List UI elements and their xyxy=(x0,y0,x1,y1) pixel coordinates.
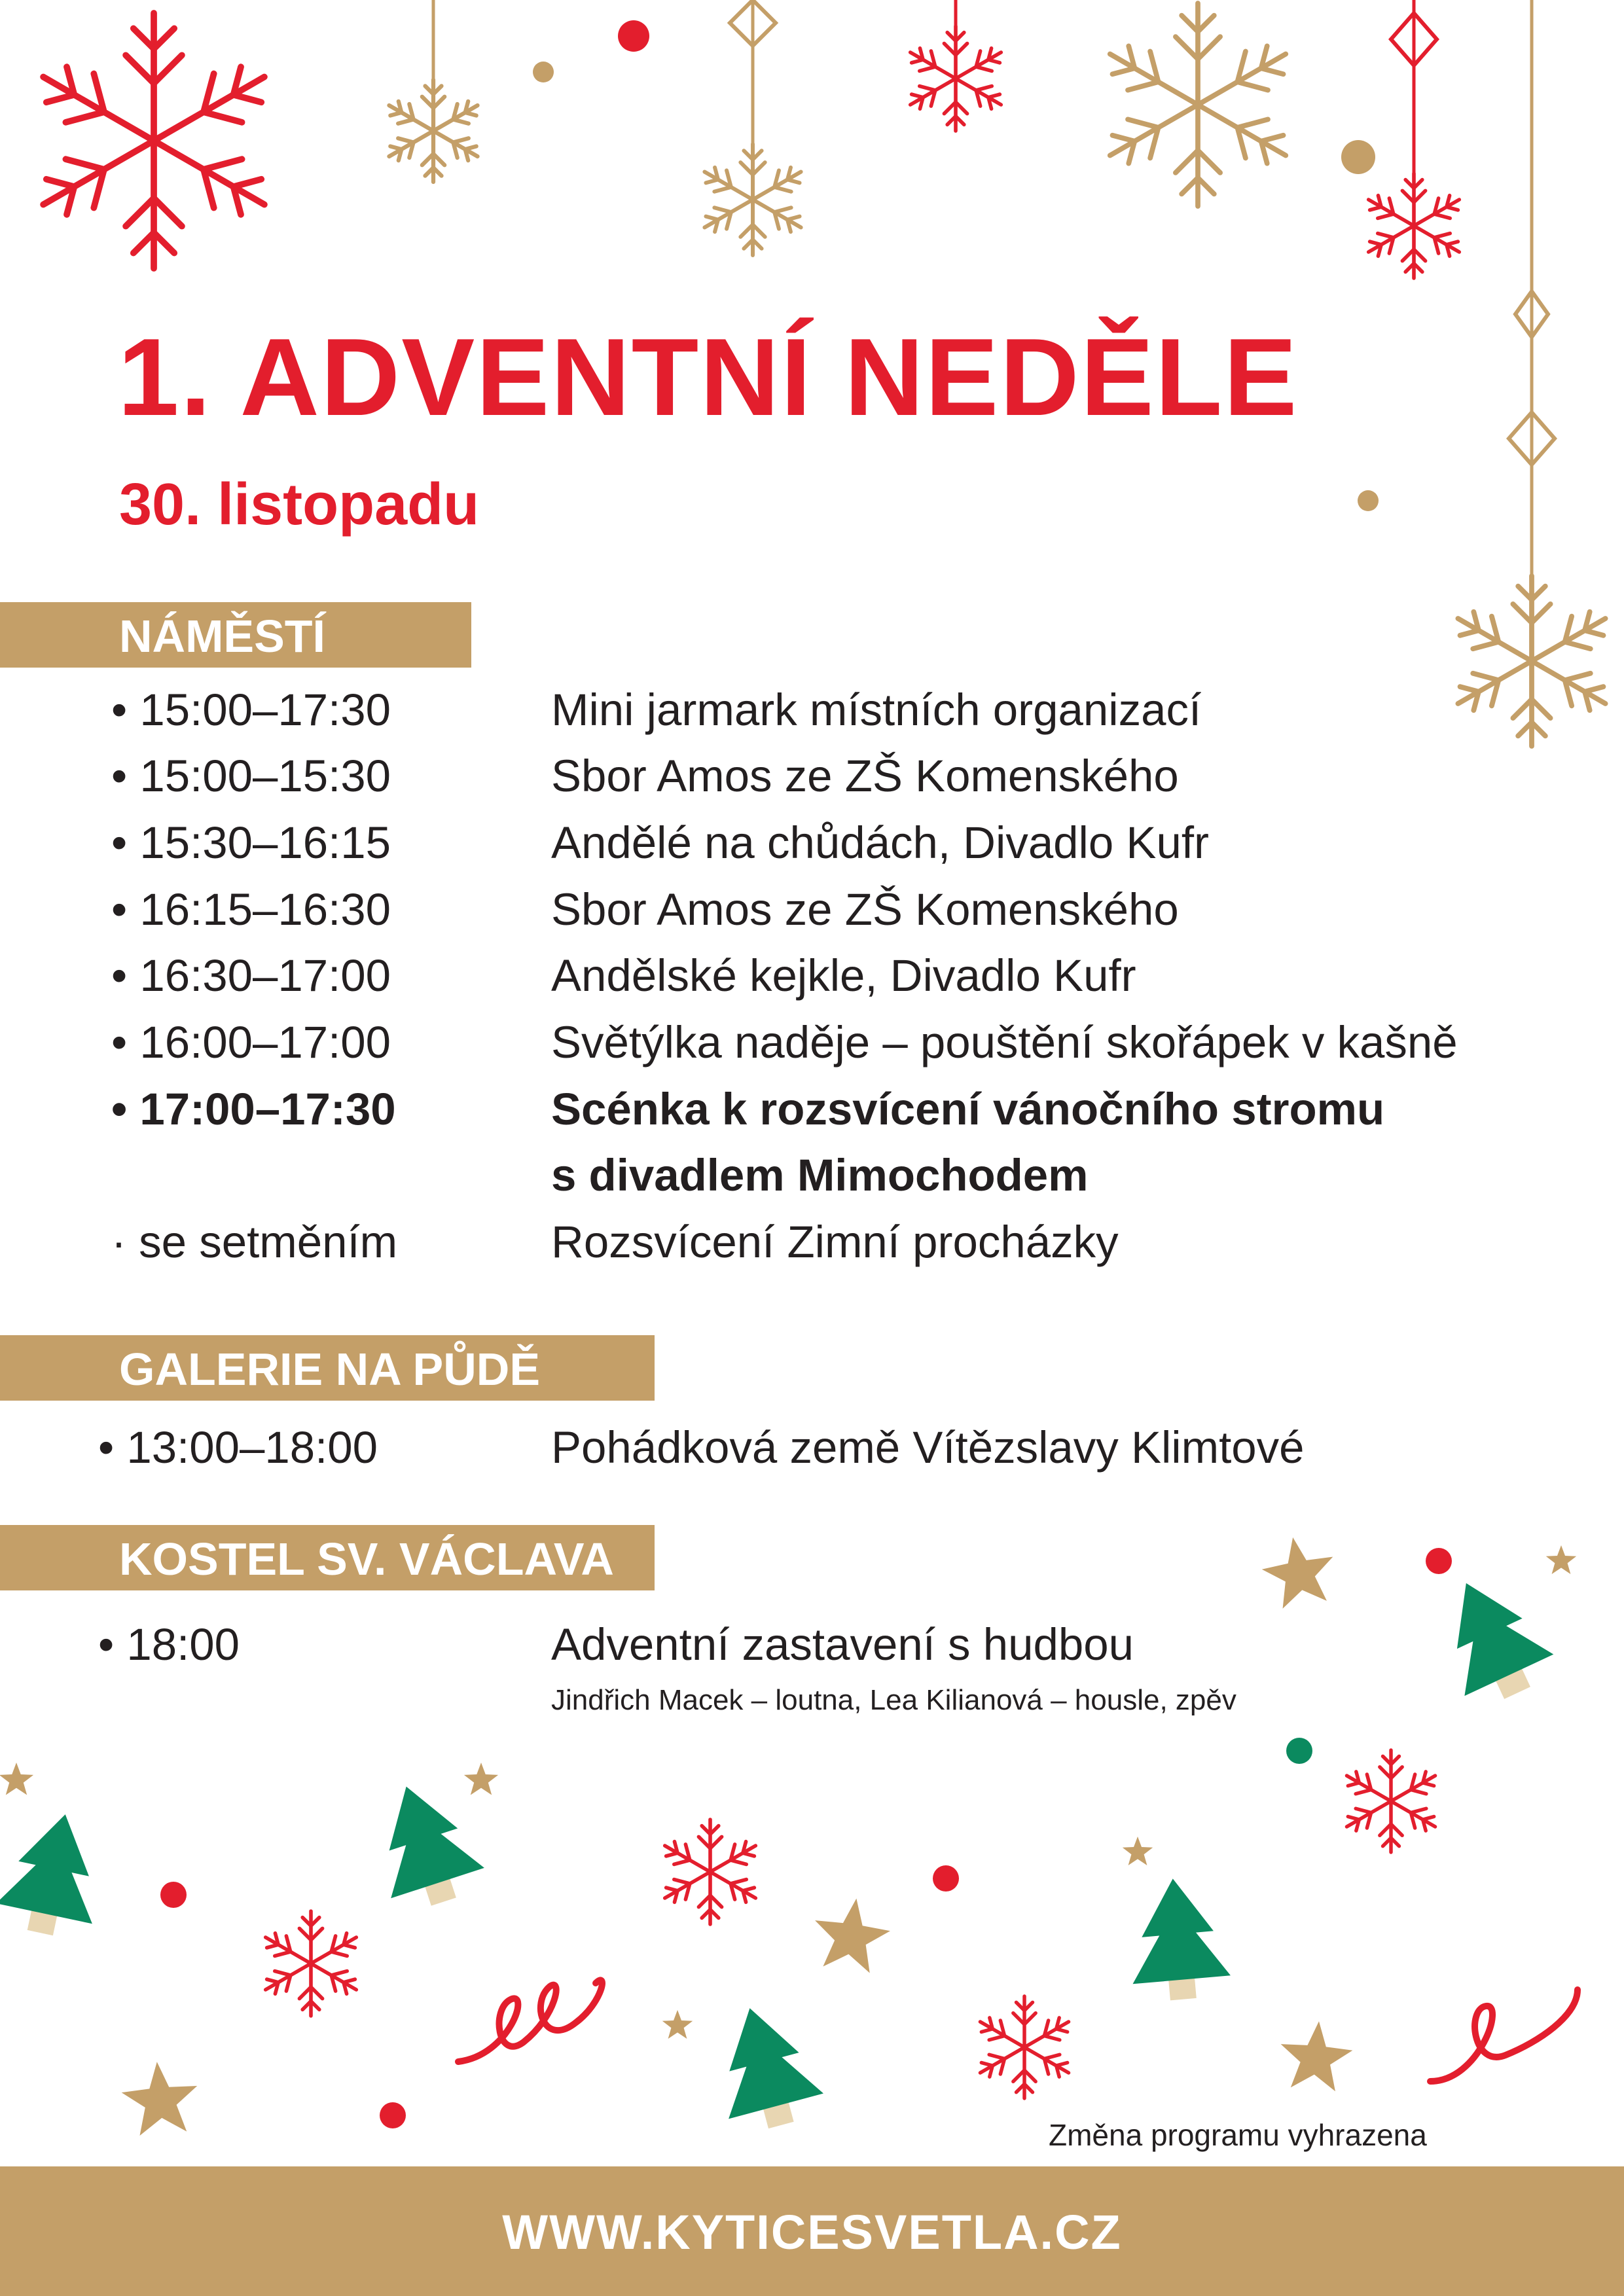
event-date: 30. listopadu xyxy=(119,472,480,537)
schedule-desc: Sbor Amos ze ZŠ Komenského xyxy=(551,751,1179,801)
tree-icon xyxy=(1124,1874,1233,2003)
section-header-kostel xyxy=(0,1525,655,1590)
disclaimer: Změna programu vyhrazena xyxy=(1049,2118,1427,2152)
schedule-desc-line2: s divadlem Mimochodem xyxy=(551,1150,1089,1200)
snowflake-icon xyxy=(29,13,279,268)
tree-icon xyxy=(702,1996,829,2138)
snowflake-icon xyxy=(1099,3,1297,206)
section-header-galerie xyxy=(0,1335,655,1401)
schedule-time: • 18:00 xyxy=(98,1619,240,1670)
tree-icon xyxy=(359,1771,490,1916)
performers-note: Jindřich Macek – loutna, Lea Kilianová – housle, zpěv xyxy=(551,1684,1236,1716)
snowflake-icon xyxy=(1363,173,1465,278)
section-header-namesti xyxy=(0,602,471,668)
snowflake-icon xyxy=(659,1820,761,1924)
schedule-desc: Mini jarmark místních organizací xyxy=(551,685,1202,735)
schedule-desc: Sbor Amos ze ZŠ Komenského xyxy=(551,884,1179,935)
tree-icon xyxy=(0,1804,113,1943)
schedule-desc: Adventní zastavení s hudbou xyxy=(551,1619,1134,1670)
schedule-desc: Scénka k rozsvícení vánočního stromu xyxy=(551,1084,1385,1134)
schedule-desc: Rozsvícení Zimní procházky xyxy=(551,1217,1119,1267)
schedule-desc: Andělské kejkle, Divadlo Kufr xyxy=(551,950,1136,1001)
schedule-time: • 17:00–17:30 xyxy=(111,1084,396,1134)
page-title: 1. ADVENTNÍ NEDĚLE xyxy=(118,315,1299,439)
schedule-desc: Andělé na chůdách, Divadlo Kufr xyxy=(551,817,1209,868)
section-title: GALERIE NA PŮDĚ xyxy=(119,1344,541,1395)
schedule-desc: Pohádková země Vítězslavy Klimtové xyxy=(551,1422,1305,1473)
snowflake-icon xyxy=(1341,1750,1441,1852)
snowflake-icon xyxy=(905,26,1007,131)
snowflake-icon xyxy=(698,144,807,255)
section-title: NÁMĚSTÍ xyxy=(119,611,325,662)
schedule-time: • 15:00–17:30 xyxy=(111,685,391,735)
snowflake-icon xyxy=(975,1996,1074,2098)
website-link[interactable]: WWW.KYTICESVETLA.CZ xyxy=(502,2205,1122,2259)
schedule-time: • 15:00–15:30 xyxy=(111,751,391,801)
schedule-time: • 16:15–16:30 xyxy=(111,884,391,935)
snowflake-icon xyxy=(1449,576,1615,746)
schedule-time: • 13:00–18:00 xyxy=(98,1422,378,1473)
schedule-time: • 15:30–16:15 xyxy=(111,817,391,868)
footer-band xyxy=(0,2166,1624,2296)
section-title: KOSTEL SV. VÁCLAVA xyxy=(119,1534,614,1585)
snowflake-icon xyxy=(384,80,483,182)
schedule-time: • 16:30–17:00 xyxy=(111,950,391,1001)
tree-icon xyxy=(1422,1562,1562,1713)
schedule-time: • 16:00–17:00 xyxy=(111,1017,391,1067)
schedule-time: · se setměním xyxy=(111,1217,398,1267)
snowflake-icon xyxy=(260,1911,362,2016)
schedule-desc: Světýlka naděje – pouštění skořápek v kašně xyxy=(551,1017,1458,1067)
